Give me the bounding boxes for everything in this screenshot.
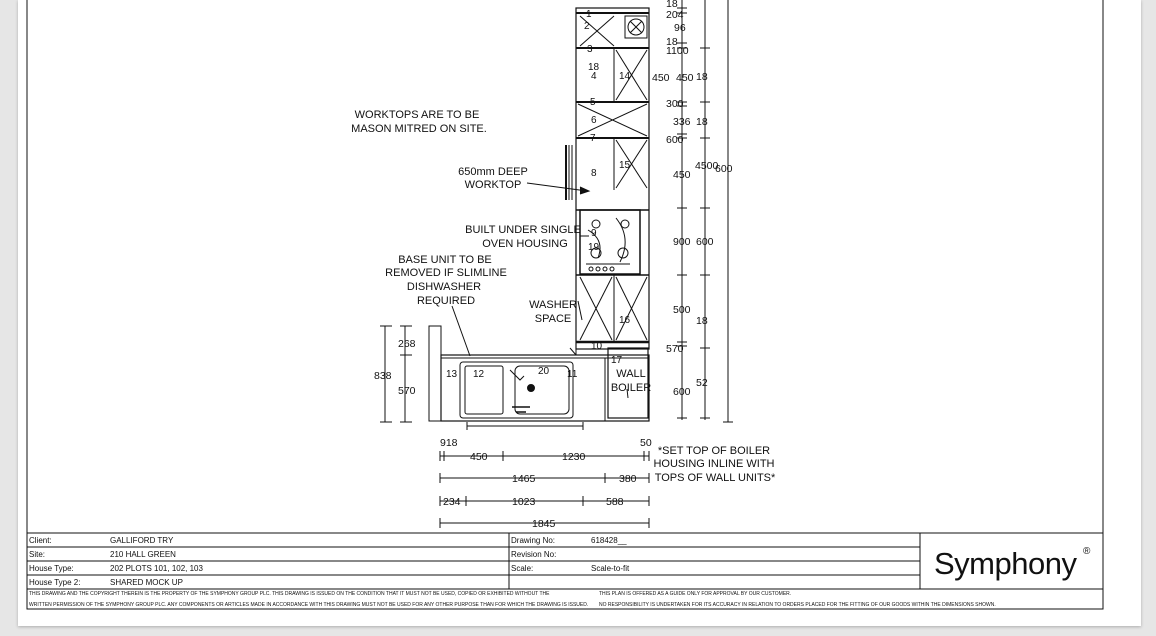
symphony-logo: Symphony xyxy=(934,546,1077,581)
svg-text:96: 96 xyxy=(674,22,686,34)
svg-text:DISHWASHER: DISHWASHER xyxy=(406,281,482,293)
wall-run-units xyxy=(566,8,652,418)
svg-text:1465: 1465 xyxy=(512,473,536,485)
svg-text:House Type:: House Type: xyxy=(29,564,74,573)
svg-text:450: 450 xyxy=(470,451,488,463)
registered-mark: ® xyxy=(1083,546,1091,557)
svg-text:600: 600 xyxy=(715,163,733,175)
svg-text:600: 600 xyxy=(673,386,691,398)
svg-text:1023: 1023 xyxy=(512,496,536,508)
svg-text:Revision No:: Revision No: xyxy=(511,550,557,559)
notes-oven-housing xyxy=(465,224,581,250)
svg-text:204: 204 xyxy=(666,9,684,21)
svg-text:6: 6 xyxy=(591,115,597,126)
svg-text:*SET TOP OF BOILER: *SET TOP OF BOILER xyxy=(657,445,771,457)
svg-text:380: 380 xyxy=(619,473,637,485)
svg-text:11: 11 xyxy=(567,369,578,380)
svg-text:OVEN HOUSING: OVEN HOUSING xyxy=(482,238,568,250)
svg-text:TOPS OF WALL UNITS*: TOPS OF WALL UNITS* xyxy=(654,472,776,484)
svg-text:4: 4 xyxy=(591,71,597,82)
svg-text:WASHER: WASHER xyxy=(529,299,577,311)
notes-wall-boiler xyxy=(611,368,651,394)
svg-text:838: 838 xyxy=(374,370,392,382)
svg-text:918: 918 xyxy=(440,437,458,449)
notes-deep-worktop xyxy=(458,166,528,191)
svg-text:600: 600 xyxy=(666,134,684,146)
svg-text:2: 2 xyxy=(584,21,590,32)
svg-text:19: 19 xyxy=(588,242,600,253)
left-dimension-values xyxy=(374,338,416,397)
house-type-2-value: SHARED MOCK UP xyxy=(110,578,183,587)
client-value: GALLIFORD TRY xyxy=(110,536,174,545)
svg-text:THIS PLAN IS OFFERED AS A GUID: THIS PLAN IS OFFERED AS A GUIDE ONLY FOR APPROVAL BY OUR CUSTOMER. xyxy=(599,591,792,597)
bottom-dimension-values xyxy=(440,437,652,530)
svg-text:BOILER: BOILER xyxy=(610,382,652,394)
svg-text:REMOVED IF SLIMLINE: REMOVED IF SLIMLINE xyxy=(385,267,507,279)
svg-text:570: 570 xyxy=(666,343,684,355)
svg-text:16: 16 xyxy=(619,315,631,326)
svg-text:SPACE: SPACE xyxy=(534,313,572,325)
svg-text:REQUIRED: REQUIRED xyxy=(416,295,476,307)
svg-text:500: 500 xyxy=(673,304,691,316)
svg-text:18: 18 xyxy=(588,62,600,73)
svg-text:650mm DEEP: 650mm DEEP xyxy=(458,166,528,178)
svg-text:268: 268 xyxy=(398,338,416,350)
svg-text:BUILT UNDER SINGLE: BUILT UNDER SINGLE xyxy=(465,224,581,236)
svg-text:House Type 2:: House Type 2: xyxy=(29,578,81,587)
svg-text:900: 900 xyxy=(673,236,691,248)
house-type-value: 202 PLOTS 101, 102, 103 xyxy=(110,564,203,573)
svg-text:1845: 1845 xyxy=(532,518,556,530)
svg-text:MASON MITRED ON SITE.: MASON MITRED ON SITE. xyxy=(351,123,487,135)
svg-text:1230: 1230 xyxy=(562,451,586,463)
svg-text:Scale:: Scale: xyxy=(511,564,534,573)
svg-text:18: 18 xyxy=(666,36,678,48)
svg-text:NO RESPONSIBILITY IS UNDERTAKE: NO RESPONSIBILITY IS UNDERTAKEN FOR ITS ACCURACY IN RELATION TO ORDERS PLACED FOR THE FITTING OF OUR GOODS WITHIN THE DIMENSIONS SHOWN. xyxy=(599,602,996,608)
svg-text:18: 18 xyxy=(696,116,708,128)
svg-text:8: 8 xyxy=(591,168,597,179)
svg-text:WORKTOP: WORKTOP xyxy=(464,179,522,191)
scale-value: Scale-to-fit xyxy=(591,564,630,573)
svg-text:WRITTEN PERMISSION OF THE SYMP: WRITTEN PERMISSION OF THE SYMPHONY GROUP PLC. ANY COMPONENTS OR ARTICLES MADE IN ACCORDANCE WITH THIS DRAWING MUST NOT BE USED FOR ANY OTHER PURPOSE THAN FOR WHICH THE DRAWING IS ISSUED. xyxy=(29,602,589,608)
svg-text:9: 9 xyxy=(591,228,597,239)
svg-text:588: 588 xyxy=(606,496,624,508)
kitchen-plan-drawing xyxy=(18,0,1141,626)
svg-text:10: 10 xyxy=(591,341,603,352)
svg-text:336: 336 xyxy=(673,116,691,128)
svg-text:18: 18 xyxy=(666,0,678,10)
svg-text:300: 300 xyxy=(666,98,684,110)
svg-text:50: 50 xyxy=(640,437,652,449)
svg-text:52: 52 xyxy=(696,377,708,389)
svg-text:Drawing No:: Drawing No: xyxy=(511,536,556,545)
svg-text:600: 600 xyxy=(696,236,714,248)
site-value: 210 HALL GREEN xyxy=(110,550,176,559)
svg-text:18: 18 xyxy=(696,71,708,83)
svg-text:Site:: Site: xyxy=(29,550,46,559)
svg-text:450: 450 xyxy=(652,72,670,84)
svg-text:7: 7 xyxy=(590,133,596,144)
right-dimension-values xyxy=(652,0,733,398)
svg-text:18: 18 xyxy=(696,315,708,327)
svg-text:1: 1 xyxy=(586,9,592,20)
svg-text:THIS DRAWING AND THE COPYRIGHT: THIS DRAWING AND THE COPYRIGHT THEREIN IS THE PROPERTY OF THE SYMPHONY GROUP PLC. THIS DRAWING IS ISSUED ON THE CONDITION THAT IT MUST NOT BE USED, COPIED OR EXHIBITED WITHOUT THE xyxy=(29,591,550,597)
svg-text:WALL: WALL xyxy=(616,368,646,380)
svg-text:HOUSING INLINE WITH: HOUSING INLINE WITH xyxy=(653,458,775,470)
svg-text:4500: 4500 xyxy=(695,160,719,172)
svg-text:WORKTOPS ARE TO BE: WORKTOPS ARE TO BE xyxy=(354,109,480,121)
svg-text:450: 450 xyxy=(676,72,694,84)
svg-text:12: 12 xyxy=(473,369,485,380)
svg-text:14: 14 xyxy=(619,71,631,82)
notes-base-unit xyxy=(385,254,507,307)
svg-text:13: 13 xyxy=(446,369,458,380)
svg-text:1100: 1100 xyxy=(666,45,689,57)
drawing-no-value: 618428__ xyxy=(591,536,627,545)
svg-text:570: 570 xyxy=(398,385,416,397)
notes-boiler-housing xyxy=(653,445,776,484)
svg-text:15: 15 xyxy=(619,160,631,171)
notes-worktops xyxy=(351,109,487,135)
svg-text:450: 450 xyxy=(673,169,691,181)
svg-text:3: 3 xyxy=(587,44,593,55)
svg-text:234: 234 xyxy=(443,496,461,508)
right-dimension-lines xyxy=(677,0,733,422)
svg-text:17: 17 xyxy=(611,355,623,366)
drawing-sheet xyxy=(18,0,1141,626)
svg-text:Client:: Client: xyxy=(29,536,52,545)
svg-text:BASE UNIT TO BE: BASE UNIT TO BE xyxy=(398,254,492,266)
notes-washer-space xyxy=(529,299,577,325)
svg-text:20: 20 xyxy=(538,366,550,377)
svg-text:5: 5 xyxy=(590,97,596,108)
